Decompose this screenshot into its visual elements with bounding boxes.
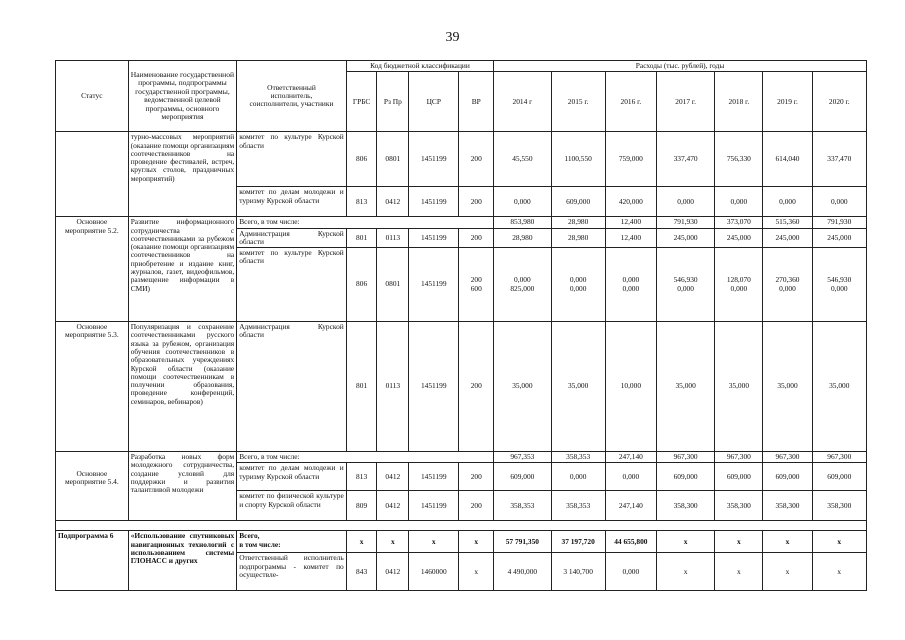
value-cell: 28,980 [494,228,551,248]
csr-cell: 1451199 [409,228,459,248]
value-cell: 967,300 [763,452,812,463]
value-cell: 128,070 0,000 [715,248,763,322]
value-cell: 44 655,800 [605,531,656,553]
value-cell: 1100,550 [551,132,605,187]
spacer-row [56,521,867,531]
value-cell: 358,300 [812,491,866,521]
value-cell: 0,000 [656,187,714,217]
value-cell: 609,000 [494,463,551,491]
rzpr-cell: 0412 [377,553,409,591]
status-cell [56,132,129,217]
grbs-cell: 809 [346,491,377,521]
vr-cell: x [459,553,494,591]
value-cell: 337,470 [812,132,866,187]
header-budget-code: Код бюджетной классификации [346,61,493,72]
grbs-cell: 801 [346,322,377,452]
value-cell: 35,000 [551,322,605,452]
rzpr-cell: 0801 [377,132,409,187]
value-cell: 245,000 [656,228,714,248]
value-cell: 358,353 [551,452,605,463]
value-cell: 0,000 [494,187,551,217]
program-name-cell: Разработка новых форм молодежного сотрудничества, создание условий для поддержки и развития талантливой молодежи [128,452,237,521]
value-cell: 967,353 [494,452,551,463]
rzpr-cell: 0412 [377,491,409,521]
value-cell: 0,000 0,000 [551,248,605,322]
value-cell: 245,000 [715,228,763,248]
status-cell: Основное мероприятие 5.4. [56,452,129,521]
value-cell: 57 791,350 [494,531,551,553]
value-cell: 0,000 0,000 [605,248,656,322]
header-csr: ЦСР [409,72,459,132]
value-cell: 0,000 [605,553,656,591]
responsible-cell: Администрация Курской области [237,228,347,248]
value-cell: 35,000 [656,322,714,452]
value-cell: 609,000 [656,463,714,491]
header-program-name: Наименование государственной программы, подпрограммы государственной программы, ведомственной целевой программы, основного мероприятия [128,61,237,132]
value-cell: 35,000 [715,322,763,452]
vr-cell: 200 [459,132,494,187]
value-cell: 0,000 [551,463,605,491]
rzpr-cell: 0412 [377,463,409,491]
page-number: 39 [445,30,460,45]
value-cell: 759,000 [605,132,656,187]
value-cell: 358,300 [656,491,714,521]
value-cell: 358,300 [715,491,763,521]
value-cell: 358,300 [763,491,812,521]
value-cell: 0,000 [715,187,763,217]
responsible-cell: комитет по культуре Курской области [237,248,347,322]
value-cell: x [715,531,763,553]
value-cell: 245,000 [812,228,866,248]
value-cell: 12,400 [605,217,656,228]
value-cell: 967,300 [812,452,866,463]
csr-cell: 1451199 [409,322,459,452]
value-cell: 35,000 [494,322,551,452]
responsible-cell: комитет по делам молодежи и туризму Курской области [237,187,347,217]
vr-cell: 200 600 [459,248,494,322]
value-cell: x [763,553,812,591]
header-year: 2015 г. [551,72,605,132]
header-rzpr: Рз Пр [377,72,409,132]
csr-cell: 1451199 [409,132,459,187]
header-year: 2016 г. [605,72,656,132]
header-year: 2014 г [494,72,551,132]
responsible-cell: Администрация Курской области [237,322,347,452]
rzpr-cell: 0113 [377,322,409,452]
value-cell: 3 140,700 [551,553,605,591]
csr-cell: 1451199 [409,248,459,322]
value-cell: x [656,553,714,591]
header-year: 2017 г. [656,72,714,132]
table-row [56,217,867,228]
header-year: 2019 г. [763,72,812,132]
responsible-cell: комитет по физической культуре и спорту Курской области [237,491,347,521]
value-cell: 337,470 [656,132,714,187]
value-cell: 609,000 [551,187,605,217]
rzpr-cell: 0412 [377,187,409,217]
responsible-cell: комитет по делам молодежи и туризму Курской области [237,463,347,491]
value-cell: 28,980 [551,217,605,228]
value-cell: x [656,531,714,553]
vr-cell: 200 [459,463,494,491]
value-cell: 37 197,720 [551,531,605,553]
vr-cell: 200 [459,228,494,248]
value-cell: 967,300 [715,452,763,463]
table-row [56,531,867,553]
grbs-cell: 813 [346,187,377,217]
status-cell: Основное мероприятие 5.3. [56,322,129,452]
value-cell: 609,000 [812,463,866,491]
status-cell: Основное мероприятие 5.2. [56,217,129,322]
value-cell: 853,980 [494,217,551,228]
responsible-cell: Ответственный исполнитель подпрограммы - комитет по осуществле- [237,553,347,591]
program-name-cell: «Использование спутниковых навигационных технологий с использованием системы ГЛОНАСС и других [128,531,237,591]
grbs-cell: 843 [346,553,377,591]
vr-cell: x [459,531,494,553]
header-year: 2020 г. [812,72,866,132]
header-responsible: Ответственный исполнитель, соисполнители, участники [237,61,347,132]
header-row [56,61,867,72]
program-name-cell: турно-массовых мероприятий (оказание помощи организациям соотечественников на проведение фестивалей, встреч, круглых столов, праздничных мероприятий) [128,132,237,217]
value-cell: 358,353 [551,491,605,521]
value-cell: 28,980 [551,228,605,248]
grbs-cell: x [346,531,377,553]
value-cell: 614,040 [763,132,812,187]
value-cell: 0,000 [812,187,866,217]
header-vr: ВР [459,72,494,132]
value-cell: 756,330 [715,132,763,187]
value-cell: 247,140 [605,491,656,521]
value-cell: x [715,553,763,591]
status-cell: Подпрограмма 6 [56,531,129,591]
csr-cell: 1460000 [409,553,459,591]
value-cell: 373,070 [715,217,763,228]
value-cell: 35,000 [812,322,866,452]
value-cell: 0,000 [763,187,812,217]
csr-cell: 1451199 [409,463,459,491]
program-name-cell: Популяризация и сохранение соотечественниками русского языка за рубежом, организация обучения соотечественников в образовательных учреждениях Курской области (оказание помощи соотечественникам в получении образования, проведение конференций, семинаров, вебинаров) [128,322,237,452]
value-cell: 967,300 [656,452,714,463]
table-row [56,452,867,463]
header-expenses: Расходы (тыс. рублей), годы [494,61,867,72]
value-cell: 420,000 [605,187,656,217]
value-cell: 12,400 [605,228,656,248]
value-cell: 0,000 825,000 [494,248,551,322]
total-label-cell: Всего, в том числе: [237,531,347,553]
csr-cell: 1451199 [409,491,459,521]
value-cell: 245,000 [763,228,812,248]
program-name-cell: Развитие информационного сотрудничества с соотечественниками за рубежом (оказание помощи организациям соотечественников на приобретение и издание книг, журналов, газет, видеофильмов, размещение информации в СМИ) [128,217,237,322]
rzpr-cell: 0801 [377,248,409,322]
table-row [56,132,867,187]
vr-cell: 200 [459,322,494,452]
value-cell: x [812,531,866,553]
csr-cell: 1451199 [409,187,459,217]
vr-cell: 200 [459,187,494,217]
vr-cell: 200 [459,491,494,521]
rzpr-cell: 0113 [377,228,409,248]
grbs-cell: 813 [346,463,377,491]
header-status: Статус [56,61,129,132]
value-cell: 515,360 [763,217,812,228]
rzpr-cell: x [377,531,409,553]
value-cell: x [763,531,812,553]
grbs-cell: 806 [346,248,377,322]
value-cell: x [812,553,866,591]
value-cell: 270,360 0,000 [763,248,812,322]
value-cell: 791,930 [656,217,714,228]
header-year: 2018 г. [715,72,763,132]
grbs-cell: 806 [346,132,377,187]
value-cell: 10,000 [605,322,656,452]
grbs-cell: 801 [346,228,377,248]
value-cell: 609,000 [715,463,763,491]
responsible-cell: комитет по культуре Курской области [237,132,347,187]
csr-cell: x [409,531,459,553]
header-grbs: ГРБС [346,72,377,132]
value-cell: 791,930 [812,217,866,228]
value-cell: 609,000 [763,463,812,491]
value-cell: 358,353 [494,491,551,521]
value-cell: 35,000 [763,322,812,452]
value-cell: 247,140 [605,452,656,463]
budget-table [55,60,867,591]
value-cell: 0,000 [605,463,656,491]
total-label-cell: Всего, в том числе: [237,452,494,463]
total-label-cell: Всего, в том числе: [237,217,494,228]
value-cell: 546,930 0,000 [656,248,714,322]
value-cell: 546,930 0,000 [812,248,866,322]
value-cell: 45,550 [494,132,551,187]
table-row [56,322,867,452]
value-cell: 4 490,000 [494,553,551,591]
